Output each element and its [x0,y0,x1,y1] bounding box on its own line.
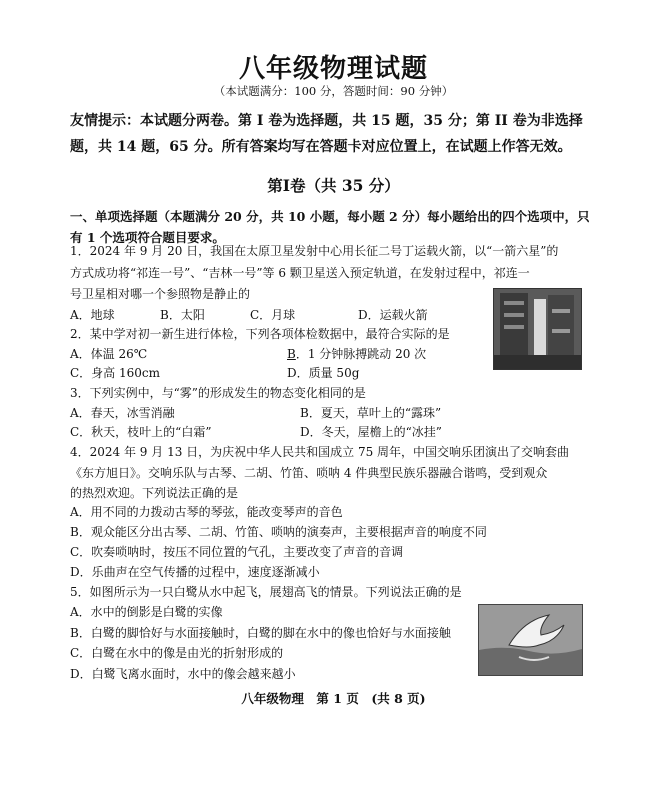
q3-option-c: C．秋天，枝叶上的“白霜” [70,425,212,439]
q1-option-d: D．运载火箭 [358,308,428,322]
q4-line-3: 的热烈欢迎。下列说法正确的是 [70,486,239,500]
rocket-launch-photo [493,288,582,370]
q3-option-a: A．春天，冰雪消融 [70,406,175,420]
q4-line-1: 4．2024 年 9 月 13 日，为庆祝中华人民共和国成立 75 周年，中国交响乐团演出了交响套曲 [70,445,570,459]
q1-line-2: 方式成功将“祁连一号”、“吉林一号”等 6 颗卫星送入预定轨道，在发射过程中，祁连一 [70,266,530,280]
friendly-tips [70,108,610,160]
egret-flying-photo [478,604,583,676]
part-line-2: 有 1 个选项符合题目要求。 [70,230,225,245]
q4-option-c: C．吹奏唢呐时，按压不同位置的气孔，主要改变了声音的音调 [70,545,404,559]
q2-option-b-letter: B [287,347,296,361]
q3-option-b: B．夏天，草叶上的“露珠” [300,406,442,420]
exam-subtitle: （本试题满分：100 分，答题时间：90 分钟） [213,84,454,98]
q2-option-a: A．体温 26℃ [70,347,148,361]
q3-stem: 3．下列实例中，与“雾”的形成发生的物态变化相同的是 [70,386,366,400]
q2-option-b [287,345,426,363]
q4-line-2: 《东方旭日》。交响乐队与古琴、二胡、竹笛、唢呐 4 件典型民族乐器融合谐鸣，受到观众 [70,466,548,480]
tips-line-1: 友情提示：本试题分两卷。第 I 卷为选择题，共 15 题，35 分；第 II 卷为非选择 [70,113,583,129]
exam-title: 八年级物理试题 [238,54,428,84]
q2-option-c: C．身高 160cm [70,366,161,380]
q1-line-1: 1．2024 年 9 月 20 日，我国在太原卫星发射中心用长征二号丁运载火箭，以“一箭六星”的 [70,244,559,258]
q2-option-d: D．质量 50g [287,366,360,380]
part-line-1: 一、单项选择题（本题满分 20 分，共 10 小题，每小题 2 分）每小题给出的四个选项中，只 [70,209,590,224]
q1-option-b: B．太阳 [160,308,205,322]
q2-stem: 2．某中学对初一新生进行体检，下列各项体检数据中，最符合实际的是 [70,327,450,341]
q5-option-b: B．白鹭的脚恰好与水面接触时，白鹭的脚在水中的像也恰好与水面接触 [70,626,451,640]
q1-option-a: A．地球 [70,308,115,322]
q5-option-c: C．白鹭在水中的像是由光的折射形成的 [70,646,284,660]
q1-line-3: 号卫星相对哪一个参照物是静止的 [70,287,251,301]
q5-option-a: A．水中的倒影是白鹭的实像 [70,605,223,619]
q4-option-a: A．用不同的力拨动古琴的琴弦，能改变琴声的音色 [70,505,343,519]
q5-stem: 5．如图所示为一只白鹭从水中起飞，展翅高飞的情景。下列说法正确的是 [70,585,462,599]
q4-option-b: B．观众能区分出古琴、二胡、竹笛、唢呐的演奏声，主要根据声音的响度不同 [70,525,487,539]
q5-option-d: D．白鹭飞离水面时，水中的像会越来越小 [70,667,296,681]
q2-option-b-text: ．1 分钟脉搏跳动 20 次 [295,347,427,361]
page-footer: 八年级物理 第 1 页 (共 8 页) [241,691,426,706]
q1-option-c: C．月球 [250,308,296,322]
q3-option-d: D．冬天，屋檐上的“冰挂” [300,425,442,439]
section-title: 第Ⅰ卷（共 35 分） [267,176,400,195]
q4-option-d: D．乐曲声在空气传播的过程中，速度逐渐减小 [70,565,320,579]
tips-line-2: 题，共 14 题，65 分。所有答案均写在答题卡对应位置上，在试题上作答无效。 [70,139,572,155]
